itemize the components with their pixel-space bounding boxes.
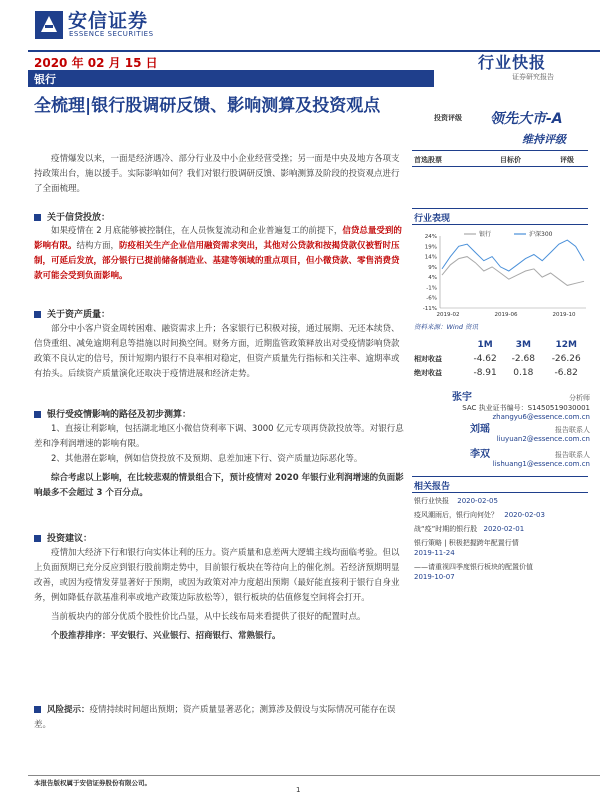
y-tick-label: -11% <box>422 306 437 312</box>
table-row: 相对收益 -4.62 -2.68 -26.26 <box>414 354 581 364</box>
analyst-email[interactable]: liuyuan2@essence.com.cn <box>496 435 590 443</box>
section-body-investment: 疫情加大经济下行和银行向实体让利的压力。资产质量和息差两大逻辑主线均面临考验。但以上负面预期已充分反应到银行股前期走势中，目前银行板块在等待向上的催化剂。若经济预期明显改善，或因为疫情发芽显著好于预期，或因为政策对冲力度超出预期（最好能直接利于银行自身业务，例如降低存款基准利率或地产政策边际放松等），银行板块的估值修复空间将会打开。 当前板块内的部分优质个股性价比凸显，从中长线布局来看提供了很好的配置时点。 个股推荐排序：平安银行、兴业银行、招商银行、常熟银行。 <box>34 548 400 641</box>
intro-text: 疫情爆发以来，一面是经济遇冷、部分行业及中小企业经营受挫；另一面是中央及地方各项支持政策出台，施以援手。实际影响如何？我们对银行股调研反馈、影响测算及阶段的投资观点进行了全面梳理。 <box>34 154 400 194</box>
section-body-impact: 1、直接让利影响，包括湖北地区小微信贷利率下调、3000 亿元专项再贷款投放等。对银行息差和净利润增速的影响有限。 2、其他潜在影响，例如信贷投放不及预期、息差加速下行、资产质量边际恶化等。 综合考虑以上影响，在比较悲观的情景组合下，预计疫情对 2020 年银行业利润增速的负面影响最多不会超过 3 个百分点。 <box>34 424 404 498</box>
section-body-credit: 如果疫情在 2 月底能够被控制住，在人员恢复流动和企业普遍复工的前提下，信贷总量受到的影响有限。结构方面，防疫相关生产企业信用融资需求突出，其他对公贷款和按揭贷款仅被暂时压制，可延后发放，部分银行已提前储备制造业、基建等领域的重点项目，但小微贷款、零售消费贷款可能会受到负面影响。 <box>34 226 402 281</box>
footer-disclaimer: 本报告版权属于安信证券股份有限公司。 <box>34 779 151 787</box>
bullet-icon <box>34 535 41 542</box>
x-tick-label: 2019-06 <box>494 312 518 318</box>
series-line-bank <box>442 257 584 286</box>
related-heading: 相关报告 <box>414 482 451 492</box>
essence-logo-icon <box>34 10 64 40</box>
legend-label: 沪深300 <box>529 231 553 238</box>
footer-rule <box>28 775 600 776</box>
sector-label: 银行 <box>34 73 56 86</box>
x-tick-label: 2019-10 <box>552 312 576 318</box>
industry-performance-chart <box>414 228 590 320</box>
analyst-block-2 <box>414 445 590 468</box>
analyst-block-0 <box>414 388 590 421</box>
bullet-icon <box>34 411 41 418</box>
perf-heading: 行业表现 <box>414 214 451 224</box>
y-tick-label: 19% <box>424 244 437 251</box>
target-label: 目标价 <box>500 156 521 164</box>
analyst-block-1 <box>414 420 590 443</box>
report-date: 2020 年 02 月 15 日 <box>34 56 158 70</box>
related-report[interactable]: ——请重视四季度银行板块的配置价值 2019-10-07 <box>414 563 533 581</box>
analyst-cert: SAC 执业证书编号：S1450519030001 <box>462 404 590 412</box>
section-heading-impact: 银行受疫情影响的路径及初步测算： <box>34 407 191 420</box>
sidebar-rule <box>412 492 588 493</box>
section-heading-investment: 投资建议： <box>34 531 92 544</box>
series-line-csi300 <box>442 240 584 271</box>
chart-source: 资料来源：Wind 资讯 <box>414 323 479 331</box>
y-tick-label: -6% <box>426 295 437 302</box>
y-tick-label: -1% <box>426 285 437 292</box>
related-report[interactable]: 银行业快报 2020-02-05 <box>414 497 498 505</box>
section-heading-credit: 关于信贷投放： <box>34 210 110 223</box>
picks-label: 首选股票 <box>414 156 442 164</box>
sidebar-rule <box>412 208 588 209</box>
analyst-name: 刘瑶 <box>470 424 490 435</box>
section-heading-asset-quality: 关于资产质量： <box>34 307 110 320</box>
related-report[interactable]: 银行策略 | 积极把握跨年配置行情 2019-11-24 <box>414 539 519 557</box>
legend-label: 银行 <box>479 231 492 238</box>
x-tick-label: 2019-02 <box>436 312 460 318</box>
y-tick-label: 4% <box>428 275 437 282</box>
analyst-name: 李双 <box>470 449 490 460</box>
bullet-icon <box>34 706 41 713</box>
report-title: 全梳理|银行股调研反馈、影响测算及投资观点 <box>34 96 381 116</box>
sidebar-rule <box>412 224 588 225</box>
intro-paragraph <box>34 152 404 197</box>
bullet-icon <box>34 214 41 221</box>
grade-label: 评级 <box>560 156 574 164</box>
sector-bar <box>28 70 434 87</box>
y-tick-label: 9% <box>428 264 437 271</box>
logo-text: 安信证券 <box>68 10 149 32</box>
analyst-role: 报告联系人 <box>555 426 590 434</box>
logo-subtext: ESSENCE SECURITIES <box>69 30 154 38</box>
analyst-role: 分析师 <box>569 394 590 402</box>
sidebar-rule <box>412 150 588 151</box>
analyst-email[interactable]: zhangyu6@essence.com.cn <box>492 413 590 421</box>
y-tick-label: 24% <box>424 234 437 240</box>
doc-type: 行业快报 <box>478 53 547 72</box>
sidebar-rule <box>412 476 588 477</box>
section-body-asset-quality: 部分中小客户资金周转困难、融资需求上升；各家银行已积极对接，通过展期、无还本续贷、信贷重组、减免逾期利息等措施以时间换空间。财务方面，近期监管政策释放出对受疫情影响贷款政策不良认定的信号，预计短期内银行不良率相对稳定，但资产质量先行指标和关注率、逾期率或有抬头。后续资产质量演化还取决于疫情进展和经济走势。 <box>34 324 400 379</box>
doc-subtype: 证券研究报告 <box>512 73 554 81</box>
y-tick-label: 14% <box>424 254 437 261</box>
related-report[interactable]: 战“疫”时期的银行股 2020-02-01 <box>414 525 525 533</box>
analyst-name: 张宇 <box>452 392 472 403</box>
performance-table <box>414 338 590 380</box>
analyst-role: 报告联系人 <box>555 451 590 459</box>
bullet-icon <box>34 311 41 318</box>
rating-label: 投资评级 <box>434 114 462 122</box>
table-header-row: 1M 3M 12M <box>477 340 577 350</box>
sidebar-rule <box>412 166 588 167</box>
risk-section: 风险提示：疫情持续时间超出预期；资产质量显著恶化；测算涉及假设与实际情况可能存在误差。 <box>34 705 396 730</box>
table-row: 绝对收益 -8.91 0.18 -6.82 <box>414 368 578 378</box>
related-report[interactable]: 疫风潮雨后，银行向何处？ 2020-02-03 <box>414 511 545 519</box>
page-number: 1 <box>296 786 301 794</box>
rating-value: 领先大市-A <box>490 111 563 127</box>
analyst-email[interactable]: lishuang1@essence.com.cn <box>492 460 590 468</box>
rating-sub: 维持评级 <box>522 133 566 146</box>
